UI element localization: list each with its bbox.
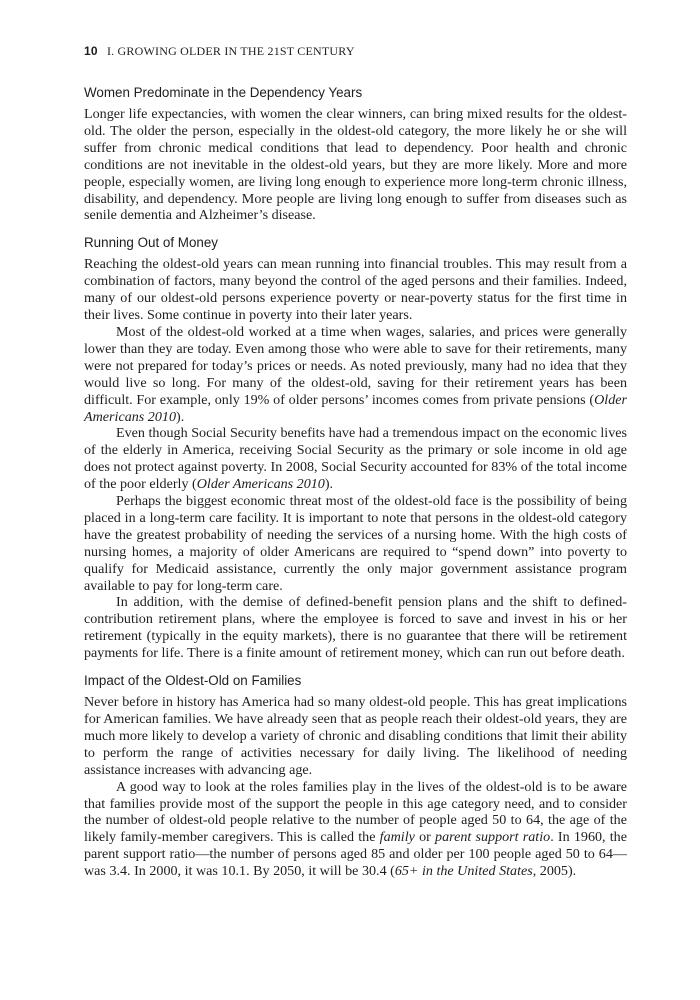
text-run: ). [324,476,334,493]
paragraph [84,106,627,224]
text-run: Most of the oldest-old worked at a time when wages, salaries, and prices were generally lower than they are today. Even among those who were able to save for their retirements, many were not prepared for today’s prices or needs. As noted previously, many had no idea that they would live so long. For many of the oldest-old, saving for their retirement years has been difficult. For example, only 19% of older persons’ incomes comes from private pensions ( [84,323,627,408]
italic-citation: family [379,829,415,846]
italic-citation: parent support ratio [435,829,551,846]
page-number: 10 [84,44,98,58]
text-run: Perhaps the biggest economic threat most of the oldest-old face is the possibility of being placed in a long-term care facility. It is important to note that persons in the oldest-old category have the greatest probability of needing the services of a nursing home. With the high costs of nursing homes, a majority of older Americans are required to “spend down” into poverty to qualify for Medicaid assistance, currently the only major government assistance program available to pay for long-term care. [84,493,627,594]
section-heading: Impact of the Oldest-Old on Families [84,673,302,689]
section-heading: Running Out of Money [84,235,218,251]
text-run: . In 1960, the parent support ratio—the number of persons aged 85 and older per 100 people aged 50 to 64—was 3.4. In 2000, it was 10.1. By 2050, it will be 30.4 ( [84,829,627,880]
paragraph [84,493,627,594]
text-run: Longer life expectancies, with women the clear winners, can bring mixed results for the oldest-old. The older the person, especially in the oldest-old category, the more likely he or she will suffer from chronic medical conditions that lead to dependency. Poor health and chronic conditions are not inevitable in the oldest-old years, but they are more likely. More and more people, especially women, are living long enough to experience more long-term chronic illness, disability, and dependency. More people are living long enough to suffer from diseases such as senile dementia and Alzheimer’s disease. [84,106,627,224]
running-head [84,44,355,59]
paragraph [84,694,627,779]
body-text [84,84,627,890]
text-run: Even though Social Security benefits have had a tremendous impact on the economic lives of the elderly in America, receiving Social Security as the primary or sole income in old age does not protect against poverty. In 2008, Social Security accounted for 83% of the total income of the poor elderly ( [84,425,627,493]
paragraph [84,779,627,880]
text-run: Reaching the oldest-old years can mean running into financial troubles. This may result from a combination of factors, many beyond the control of the aged persons and their families. Indeed, many of our oldest-old persons experience poverty or near-poverty status for the first time in their lives. Some continue in poverty into their later years. [84,256,627,324]
section [84,672,627,880]
paragraph [84,324,627,425]
paragraph [84,594,627,662]
text-run: ). [176,408,185,425]
italic-citation: Older Americans 2010 [196,476,325,493]
section [84,234,627,662]
text-run: or [414,829,436,846]
text-run: , 2005). [532,863,577,880]
text-run: Never before in history has America had so many oldest-old people. This has great implications for American families. We have already seen that as people reach their oldest-old years, they are much more likely to develop a variety of chronic and disabling conditions that limit their ability to perform the range of activities necessary for daily living. The likelihood of needing assistance increases with advancing age. [84,694,627,778]
italic-citation: 65+ in the United States [394,863,533,880]
text-run: A good way to look at the roles families play in the lives of the oldest-old is to be aware that families provide most of the support the people in this age category need, and to consider the number of oldest-old people relative to the number of people aged 50 to 64, the age of the likely family-member caregivers. This is called the [84,778,627,846]
section [84,84,627,224]
paragraph [84,256,627,324]
text-run: In addition, with the demise of defined-benefit pension plans and the shift to defined-contribution retirement plans, where the employee is forced to save and invest in his or her retirement (typically in the equity markets), there is no guarantee that there will be retirement payments for life. There is a finite amount of retirement money, which can run out before death. [84,594,627,662]
paragraph [84,425,627,493]
running-head-title: I. GROWING OLDER IN THE 21ST CENTURY [106,44,355,58]
italic-citation: Older Americans 2010 [84,391,627,425]
section-heading: Women Predominate in the Dependency Years [84,85,363,100]
